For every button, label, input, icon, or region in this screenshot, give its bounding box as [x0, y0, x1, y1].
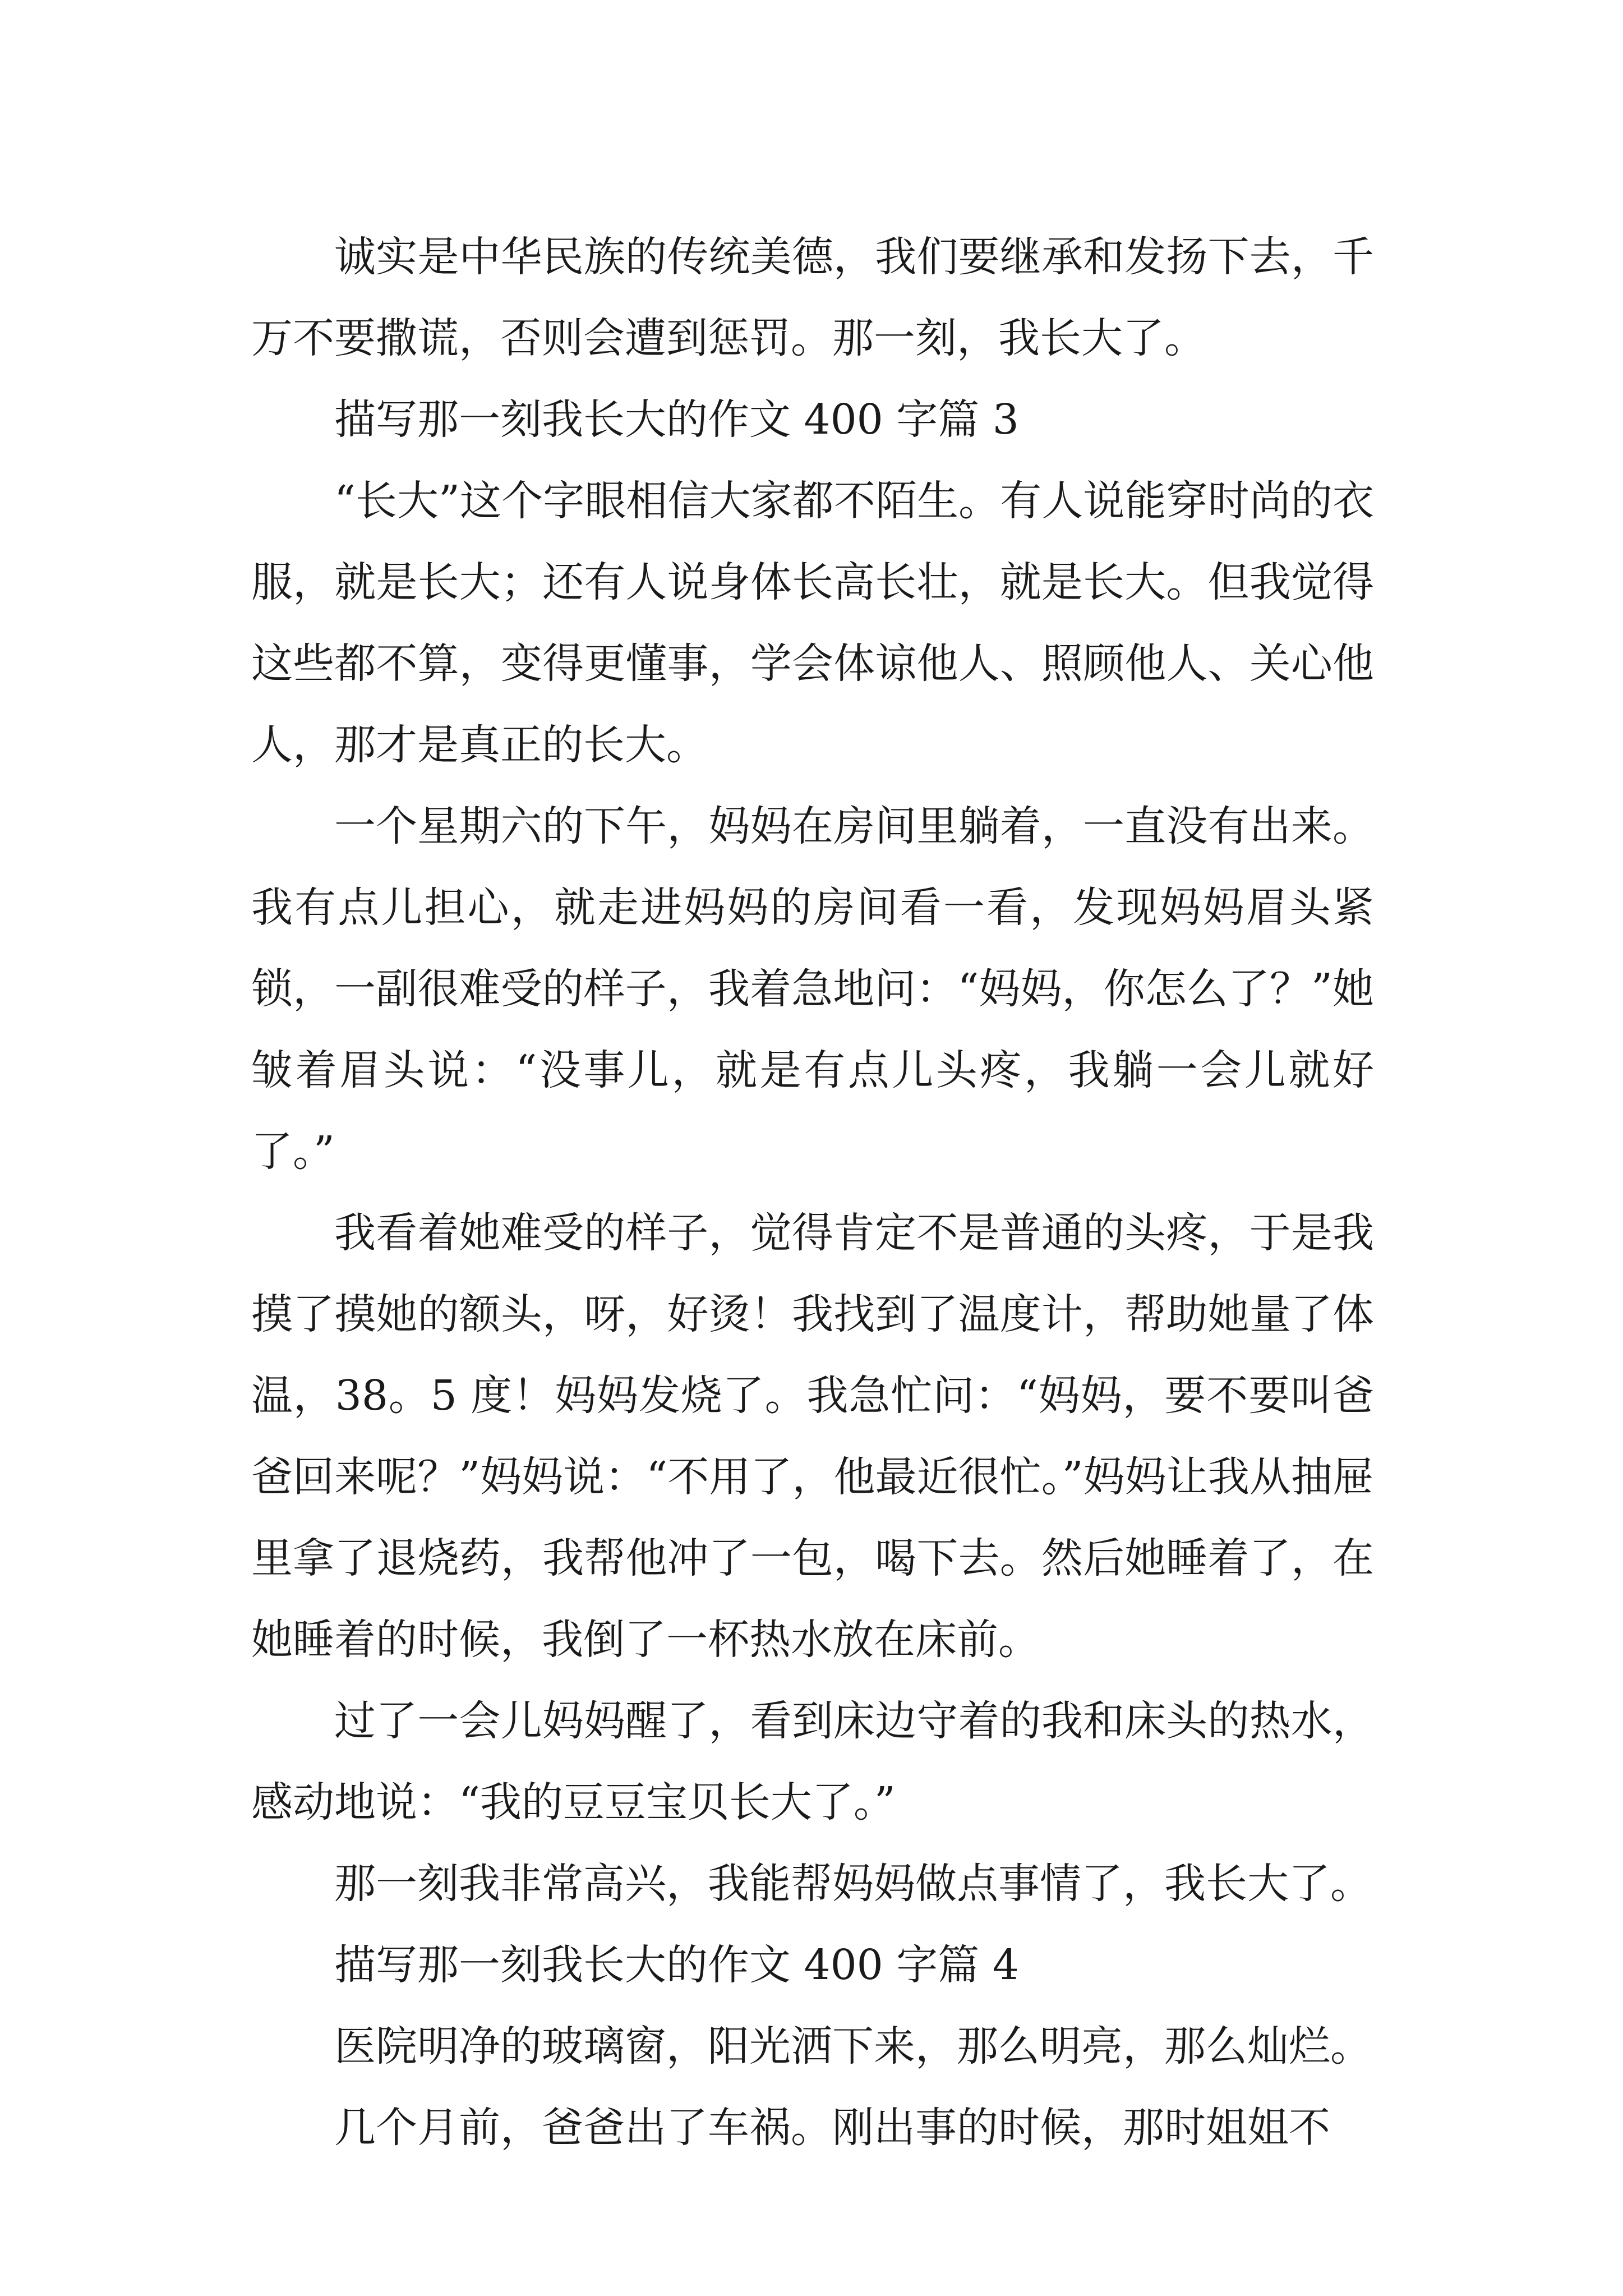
paragraph-meaning-of-growing-up: “长大”这个字眼相信大家都不陌生。有人说能穿时尚的衣服，就是长大；还有人说身体长高长壮，就是长大。但我觉得这些都不算，变得更懂事，学会体谅他人、照顾他人、关心他人，那才是真正的长大。 [251, 477, 1374, 769]
document-body [251, 217, 1374, 2169]
paragraph-mother-wakes: 过了一会儿妈妈醒了，看到床边守着的我和床头的热水，感动地说：“我的豆豆宝贝长大了。” [251, 1697, 1374, 1826]
paragraph-car-accident: 几个月前，爸爸出了车祸。刚出事的时候，那时姐姐不 [334, 2104, 1330, 2152]
essay-heading-4: 描写那一刻我长大的作文 400 字篇 4 [334, 1941, 1019, 1989]
essay-heading-3: 描写那一刻我长大的作文 400 字篇 3 [334, 395, 1019, 444]
paragraph-honesty-conclusion: 诚实是中华民族的传统美德，我们要继承和发扬下去，千万不要撒谎，否则会遭到惩罚。那一刻，我长大了。 [251, 233, 1374, 362]
paragraph-fever: 我看着她难受的样子，觉得肯定不是普通的头疼，于是我摸了摸她的额头，呀，好烫！我找到了温度计，帮助她量了体温，38。5 度！妈妈发烧了。我急忙问：“妈妈，要不要叫爸爸回来呢？”妈妈说：“不用了，他最近很忙。”妈妈让我从抽屉里拿了退烧药，我帮他冲了一包，喝下去。然后她睡着了，在她睡着的时候，我倒了一杯热水放在床前。 [251, 1209, 1374, 1664]
paragraph-happy-moment: 那一刻我非常高兴，我能帮妈妈做点事情了，我长大了。 [334, 1860, 1372, 1908]
paragraph-saturday-afternoon: 一个星期六的下午，妈妈在房间里躺着，一直没有出来。我有点儿担心，就走进妈妈的房间看一看，发现妈妈眉头紧锁，一副很难受的样子，我着急地问：“妈妈，你怎么了？”她皱着眉头说：“没事儿，就是有点儿头疼，我躺一会儿就好了。” [251, 802, 1374, 1176]
paragraph-hospital-window: 医院明净的玻璃窗，阳光洒下来，那么明亮，那么灿烂。 [334, 2022, 1372, 2070]
